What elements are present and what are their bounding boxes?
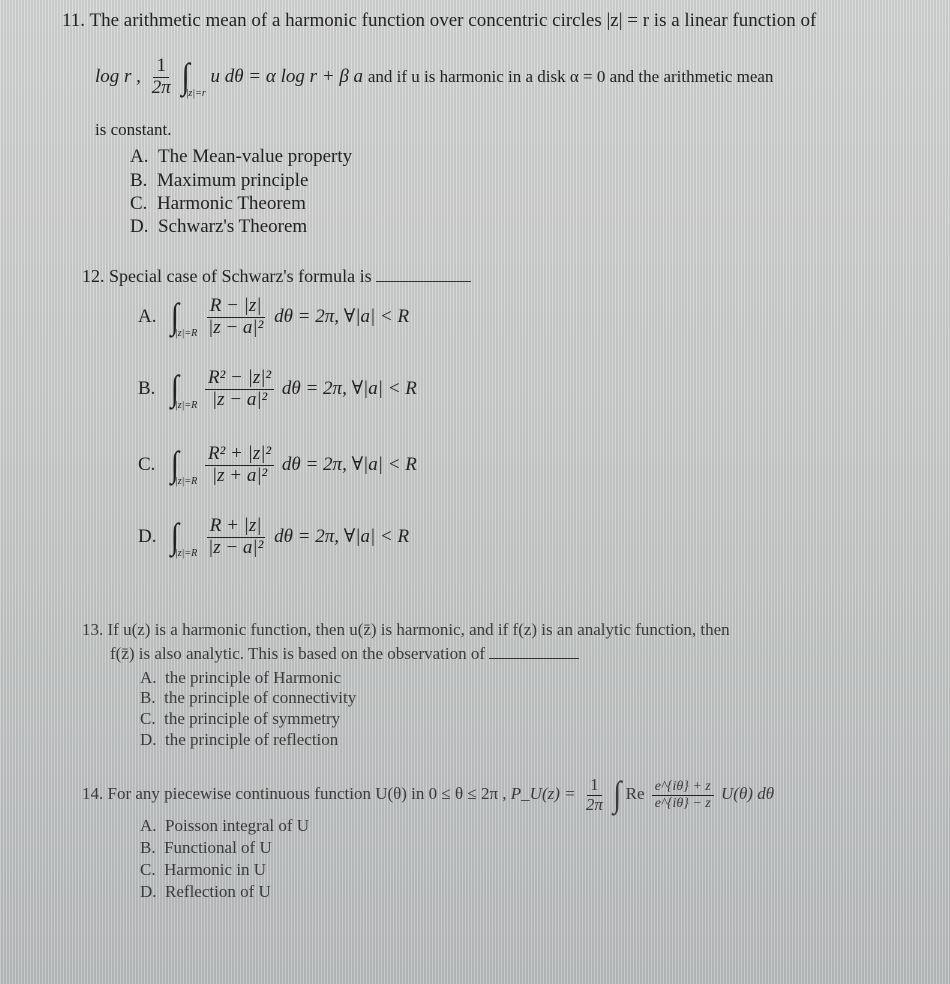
real-part: Re [625, 784, 645, 804]
question-number: 14. [82, 784, 104, 804]
integral-subscript: |z|=r [185, 87, 206, 99]
integral-icon: ∫ [170, 516, 179, 557]
question-number: 11. [62, 10, 86, 31]
question-12-text [82, 266, 471, 287]
formula-fraction [149, 56, 174, 99]
question-13-line1 [82, 620, 730, 640]
integral-icon: ∫ [613, 774, 622, 815]
integral-icon: ∫ [170, 368, 179, 409]
option-12-c[interactable]: C. $\int_{|z|=R}$ $\frac{\text{R² + |z|²}}{\text{|z + a|²}}$ dθ = 2π, ∀|a| < R [138, 443, 417, 487]
option-13-b[interactable]: B. the principle of connectivity [140, 688, 357, 707]
formula-tail: U(θ) dθ [721, 784, 775, 804]
question-14-line: 14. For any piecewise continuous function U(θ) in 0 ≤ θ ≤ 2π , P_U(z) = $\frac{1}{2\pi}$ ∫ Re $\frac{e\^{}\{i\theta\} + z}{e\^{}\{i\theta\} - z}$ U(θ) dθ [82, 774, 775, 815]
option-12-a[interactable]: A. $\int_{|z|=R}$ $\frac{R - |z|}{\text{|z − a|²}}$ dθ = 2π, ∀|a| < R [138, 295, 410, 339]
question-text: If u(z) is a harmonic function, then u(z̄) is harmonic, and if f(z) is an analytic function, then [107, 620, 730, 639]
answer-blank [489, 658, 579, 659]
formula-prefix: log r , [95, 65, 141, 87]
formula-body: u dθ = α log r + β a [210, 65, 364, 87]
option-12-d[interactable]: D. $\int_{|z|=R}$ $\frac{R + |z|}{\text{|z − a|²}}$ dθ = 2π, ∀|a| < R [138, 515, 410, 559]
option-14-c[interactable]: C. Harmonic in U [140, 860, 267, 879]
option-11-d[interactable]: D. Schwarz's Theorem [130, 216, 308, 237]
option-13-c[interactable]: C. the principle of symmetry [140, 709, 341, 728]
option-14-b[interactable]: B. Functional of U [140, 838, 272, 857]
option-11-c[interactable]: C. Harmonic Theorem [130, 193, 306, 214]
option-14-d[interactable]: D. Reflection of U [140, 882, 271, 901]
option-14-a[interactable]: A. Poisson integral of U [140, 816, 310, 835]
question-text-cont: and if u is harmonic in a disk α = 0 and the arithmetic mean [367, 66, 774, 86]
option-11-a[interactable]: A. The Mean-value property [130, 146, 353, 167]
option-13-a[interactable]: A. the principle of Harmonic [140, 668, 342, 687]
question-text: The arithmetic mean of a harmonic function over concentric circles |z| = r is a linear function of [89, 10, 817, 31]
option-13-d[interactable]: D. the principle of reflection [140, 730, 339, 749]
question-text: Special case of Schwarz's formula is [109, 266, 372, 286]
question-text: For any piecewise continuous function U(θ) in 0 ≤ θ ≤ 2π , [107, 784, 507, 804]
question-11-line1 [62, 10, 816, 32]
question-13-line2 [110, 644, 579, 664]
option-12-b[interactable]: B. $\int_{|z|=R}$ $\frac{\text{R² − |z|²}}{\text{|z − a|²}}$ dθ = 2π, ∀|a| < R [138, 367, 417, 411]
integral-icon: ∫ [181, 56, 190, 97]
integral-icon: ∫ [170, 296, 179, 337]
question-11-formula-line [95, 56, 773, 99]
question-number: 12. [82, 266, 105, 286]
question-11-line3: is constant. [95, 120, 172, 139]
option-11-b[interactable]: B. Maximum principle [130, 170, 309, 191]
fraction-numerator: 1 [153, 56, 169, 78]
answer-blank [376, 281, 471, 282]
integral-icon: ∫ [170, 444, 179, 485]
formula-lhs: P_U(z) = [510, 784, 576, 804]
fraction-denominator: 2π [151, 76, 171, 98]
question-text-cont: f(z̄) is also analytic. This is based on the observation of [110, 644, 486, 663]
question-number: 13. [82, 620, 104, 639]
